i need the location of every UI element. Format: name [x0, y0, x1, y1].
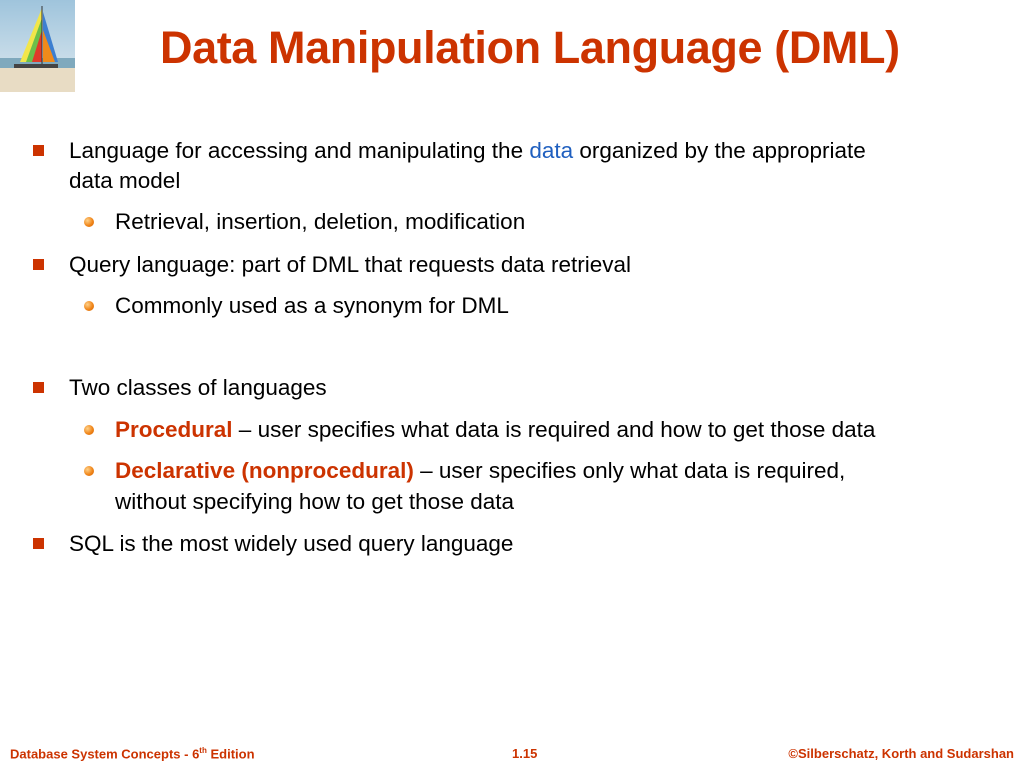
sailboat-logo-icon	[0, 0, 75, 92]
slide-title: Data Manipulation Language (DML)	[160, 22, 900, 73]
footer-copyright: ©Silberschatz, Korth and Sudarshan	[788, 746, 1014, 761]
round-bullet-icon	[84, 466, 94, 476]
procedural-term: Procedural	[115, 417, 233, 442]
list-item-continuation: data model	[69, 168, 181, 193]
footer-book-title: Database System Concepts - 6th Edition	[10, 746, 255, 762]
sub-list-item: Commonly used as a synonym for DML	[115, 293, 509, 318]
sub-list-item: Procedural – user specifies what data is required and how to get those data	[115, 417, 876, 442]
declarative-term: Declarative (nonprocedural)	[115, 458, 414, 483]
square-bullet-icon	[33, 538, 44, 549]
sub-list-item: Retrieval, insertion, deletion, modification	[115, 209, 526, 234]
list-item: Two classes of languages	[69, 375, 327, 400]
round-bullet-icon	[84, 217, 94, 227]
square-bullet-icon	[33, 145, 44, 156]
sub-list-item-continuation: without specifying how to get those data	[115, 489, 515, 514]
round-bullet-icon	[84, 301, 94, 311]
highlight-data-term: data	[529, 138, 574, 163]
footer-slide-number: 1.15	[512, 746, 538, 761]
list-item: Language for accessing and manipulating the data organized by the appropriate	[69, 138, 866, 163]
sub-list-item: Declarative (nonprocedural) – user specifies only what data is required,	[115, 458, 846, 483]
list-item: SQL is the most widely used query language	[69, 531, 514, 556]
list-item: Query language: part of DML that requests data retrieval	[69, 252, 631, 277]
round-bullet-icon	[84, 425, 94, 435]
square-bullet-icon	[33, 259, 44, 270]
square-bullet-icon	[33, 382, 44, 393]
